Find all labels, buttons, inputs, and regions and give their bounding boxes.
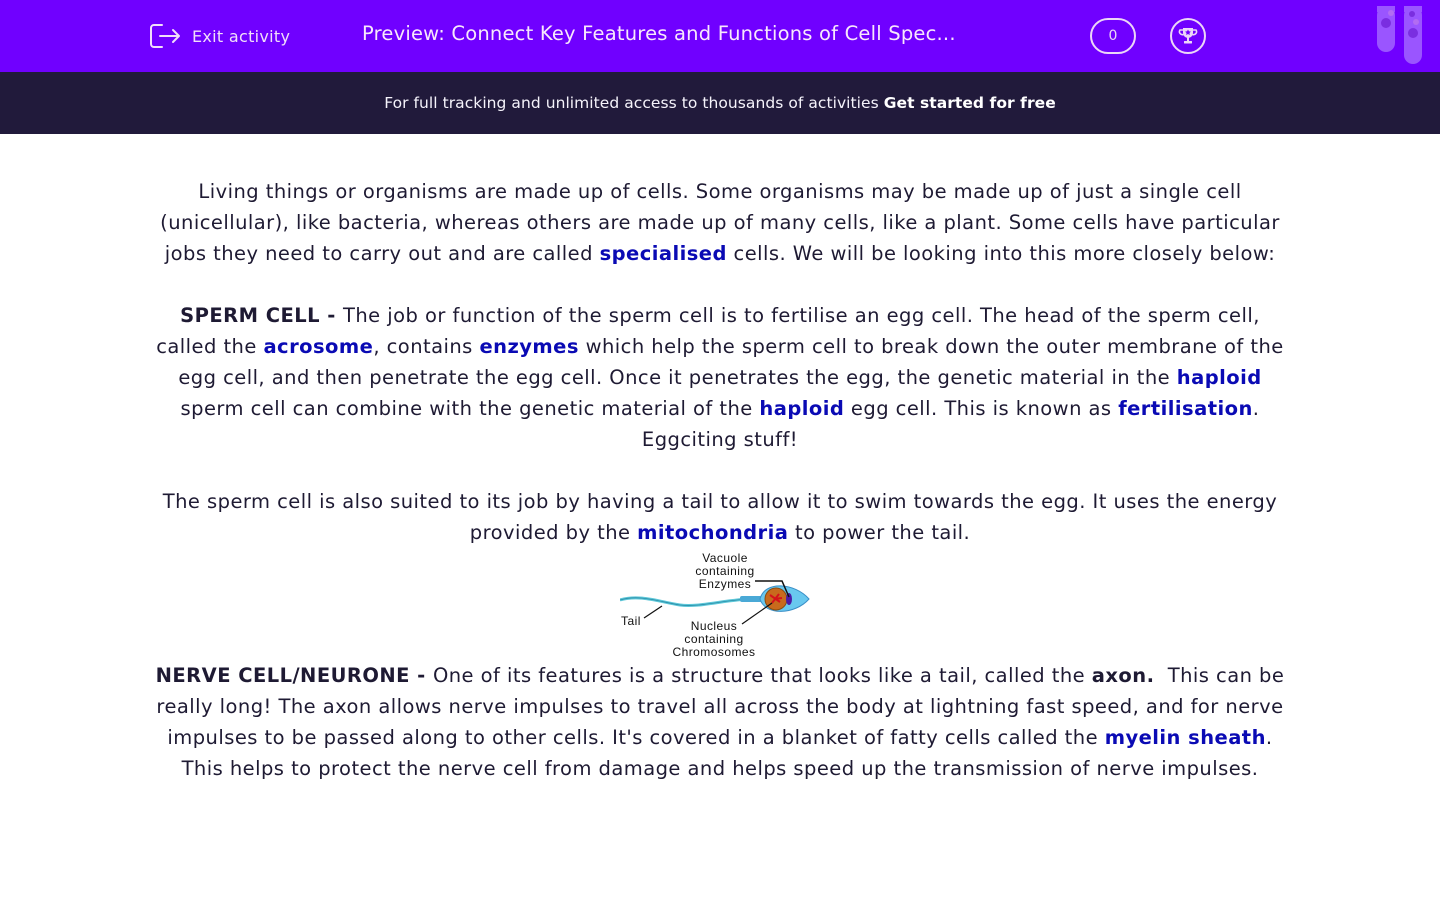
sperm-text-4: sperm cell can combine with the genetic material of the bbox=[180, 397, 760, 420]
spacer bbox=[155, 269, 1285, 300]
svg-text:Enzymes: Enzymes bbox=[698, 577, 752, 591]
label-nucleus: Nucleus bbox=[690, 619, 738, 633]
nerve-text-1: One of its features is a structure that looks like a tail, called the bbox=[432, 664, 1092, 687]
keyword-axon: axon. bbox=[1091, 664, 1155, 687]
activity-title: Preview: Connect Key Features and Functions of Cell Spec... bbox=[362, 22, 956, 45]
keyword-acrosome: acrosome bbox=[263, 335, 374, 358]
keyword-specialised: specialised bbox=[599, 242, 727, 265]
score-counter bbox=[1090, 18, 1136, 54]
svg-text:containing: containing bbox=[695, 564, 755, 578]
score-value: 0 bbox=[1108, 28, 1118, 44]
trophy-button[interactable] bbox=[1170, 18, 1206, 54]
sperm-cell-paragraph bbox=[155, 300, 1285, 455]
spacer bbox=[155, 455, 1285, 486]
label-vacuole: Vacuole bbox=[702, 551, 748, 565]
sperm-text-2: , contains bbox=[373, 335, 480, 358]
nerve-text-2: This can be really long! The axon allows nerve impulses to travel all across the body at lightning fast speed, and for nerve impulses to be passed along to other cells. It's covered in a blanket of fatty cells called the bbox=[156, 664, 1291, 749]
intro-text-1: Living things or organisms are made up of cells. Some organisms may be made up of just a single cell (unicellular), like bacteria, whereas others are made up of many cells, like a plant. Some cells have particular jobs they need to carry out and are called bbox=[160, 180, 1280, 265]
trophy-icon bbox=[1177, 25, 1199, 47]
tail-paragraph bbox=[155, 486, 1285, 548]
activity-content bbox=[155, 176, 1291, 784]
label-tail: Tail bbox=[621, 614, 641, 628]
sperm-text-3: which help the sperm cell to break down the outer membrane of the egg cell, and then penetrate the egg cell. Once it penetrates the egg, the genetic material in the bbox=[178, 335, 1284, 389]
test-tubes-logo bbox=[1374, 4, 1426, 66]
intro-paragraph bbox=[155, 176, 1285, 269]
nerve-text-3: . This helps to protect the nerve cell from damage and helps speed up the transmission of nerve impulses. bbox=[181, 726, 1273, 780]
keyword-mitochondria: mitochondria bbox=[637, 521, 789, 544]
keyword-myelin-sheath: myelin sheath bbox=[1104, 726, 1266, 749]
keyword-haploid: haploid bbox=[759, 397, 845, 420]
sperm-text-1: The job or function of the sperm cell is to fertilise an egg cell. The head of the sperm cell, called the bbox=[156, 304, 1260, 358]
sperm-text-5: egg cell. This is known as bbox=[844, 397, 1119, 420]
tail-text-2: to power the tail. bbox=[788, 521, 971, 544]
exit-icon bbox=[148, 21, 182, 51]
svg-text:containing: containing bbox=[684, 632, 744, 646]
banner-text: For full tracking and unlimited access to thousands of activities bbox=[384, 94, 879, 112]
exit-activity-button[interactable] bbox=[148, 20, 290, 52]
exit-activity-label: Exit activity bbox=[192, 26, 291, 46]
top-bar bbox=[0, 0, 1440, 72]
keyword-enzymes: enzymes bbox=[479, 335, 579, 358]
sperm-cell-heading: SPERM CELL - bbox=[180, 304, 344, 327]
sperm-cell-diagram bbox=[620, 550, 820, 660]
tail-text-1: The sperm cell is also suited to its job by having a tail to allow it to swim towards the egg. It uses the energy provided by the bbox=[162, 490, 1278, 544]
intro-text-2: cells. We will be looking into this more closely below: bbox=[726, 242, 1276, 265]
keyword-fertilisation: fertilisation bbox=[1118, 397, 1253, 420]
svg-text:Chromosomes: Chromosomes bbox=[672, 645, 756, 659]
get-started-link[interactable]: Get started for free bbox=[883, 94, 1056, 112]
sperm-text-6: . Eggciting stuff! bbox=[641, 397, 1260, 451]
nerve-cell-paragraph bbox=[155, 660, 1291, 784]
keyword-haploid: haploid bbox=[1176, 366, 1262, 389]
nerve-cell-heading: NERVE CELL/NEURONE - bbox=[155, 664, 433, 687]
signup-banner bbox=[0, 72, 1440, 134]
